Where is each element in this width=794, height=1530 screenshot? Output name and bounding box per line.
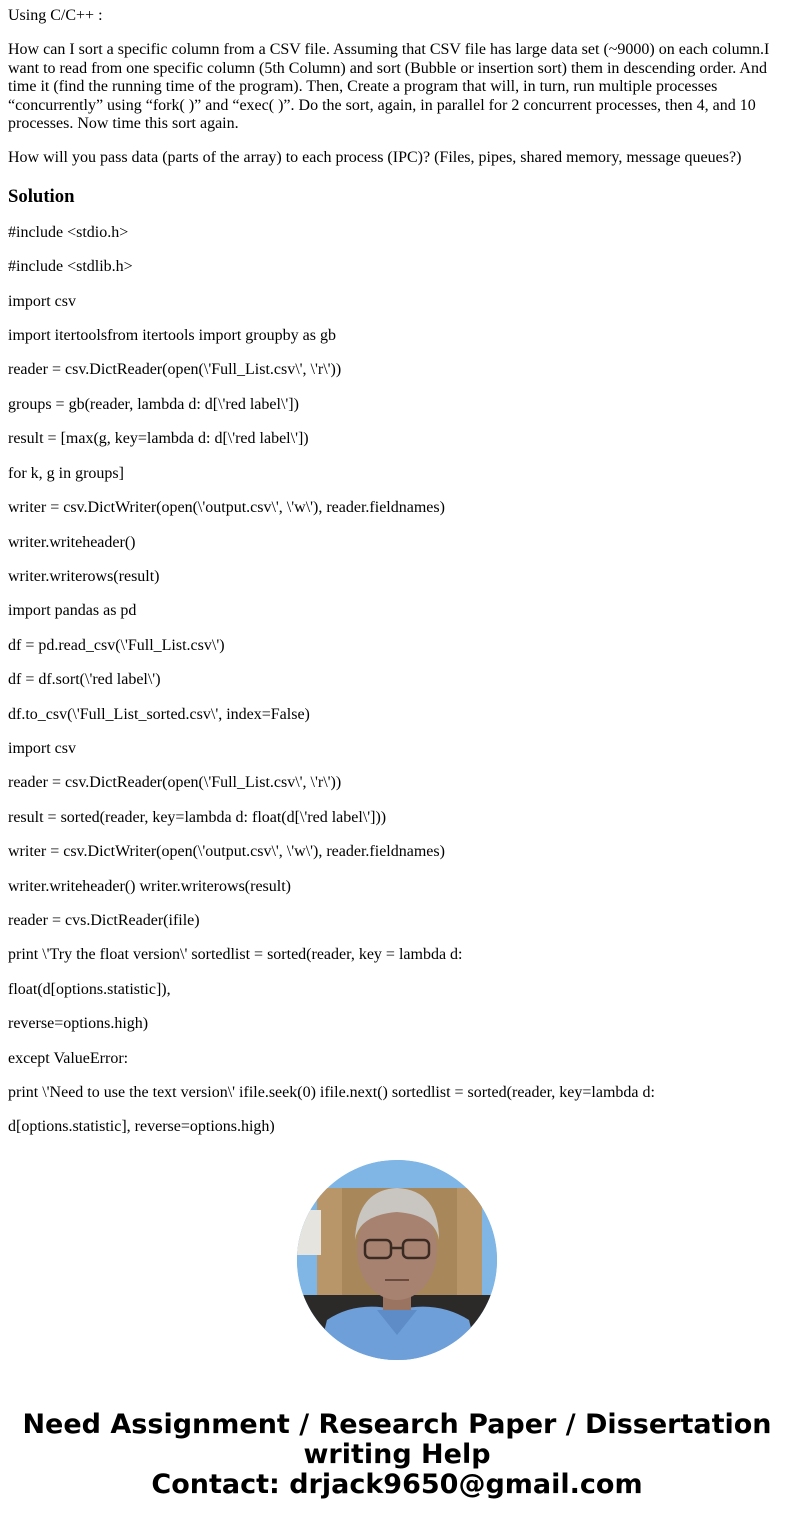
question-intro: Using C/C++ : [8,7,103,24]
code-line: reverse=options.high) [8,1015,149,1033]
promo-contact: Contact: drjack9650@gmail.com [151,1469,643,1500]
code-line: writer.writeheader() writer.writerows(result) [8,877,291,895]
solution-heading: Solution [8,185,75,207]
code-line: df.to_csv(\'Full_List_sorted.csv\', index=False) [8,705,310,723]
author-avatar [297,1160,497,1360]
code-line: import pandas as pd [8,602,137,620]
code-line: reader = cvs.DictReader(ifile) [8,911,200,929]
code-line: reader = csv.DictReader(open(\'Full_List.csv\', \'r\')) [8,361,342,379]
code-line: writer = csv.DictWriter(open(\'output.csv\', \'w\'), reader.fieldnames) [8,499,445,517]
code-line: d[options.statistic], reverse=options.high) [8,1118,275,1136]
code-line: print \'Try the float version\' sortedlist = sorted(reader, key = lambda d: [8,946,463,964]
promo-line-1: Need Assignment / Research Paper / Dissertation [22,1409,772,1440]
code-line: print \'Need to use the text version\' ifile.seek(0) ifile.next() sortedlist = sorted(reader, key=lambda d: [8,1084,655,1101]
code-line: df = df.sort(\'red label\') [8,671,161,689]
code-line: import itertoolsfrom itertools import groupby as gb [8,327,336,345]
code-line: df = pd.read_csv(\'Full_List.csv\') [8,636,225,654]
code-line: except ValueError: [8,1049,129,1067]
code-line: groups = gb(reader, lambda d: d[\'red label\']) [8,395,299,413]
code-line: #include <stdlib.h> [8,258,133,276]
question-ipc: How will you pass data (parts of the array) to each process (IPC)? (Files, pipes, shared memory, message queues?) [8,149,742,167]
solution-code [8,208,786,1147]
code-line: #include <stdio.h> [8,223,129,241]
code-line: result = sorted(reader, key=lambda d: float(d[\'red label\'])) [8,808,387,826]
code-line: import csv [8,292,76,310]
code-line: writer.writeheader() [8,533,136,551]
code-line: for k, g in groups] [8,464,124,482]
code-line: reader = csv.DictReader(open(\'Full_List.csv\', \'r\')) [8,774,342,792]
code-line: result = [max(g, key=lambda d: d[\'red label\']) [8,430,309,448]
code-line: float(d[options.statistic]), [8,980,171,998]
code-line: import csv [8,739,76,757]
question-body: How can I sort a specific column from a CSV file. Assuming that CSV file has large data set (~9000) on each column.I want to read from one specific column (5th Column) and sort (Bubble or insertion sort) them in descending order. And time it (find the running time of the program). Then, Create a program that will, in turn, run multiple processes “concurrently” using “fork( )” and “exec( )”. Do the sort, again, in parallel for 2 concurrent processes, then 4, and 10 processes. Now time this sort again. [8,41,770,133]
author-photo-icon [297,1160,497,1360]
document [0,7,794,1147]
promo-banner [0,1410,794,1500]
code-line: writer.writerows(result) [8,567,160,585]
code-line: writer = csv.DictWriter(open(\'output.csv\', \'w\'), reader.fieldnames) [8,843,445,861]
promo-line-2: writing Help [303,1439,491,1470]
